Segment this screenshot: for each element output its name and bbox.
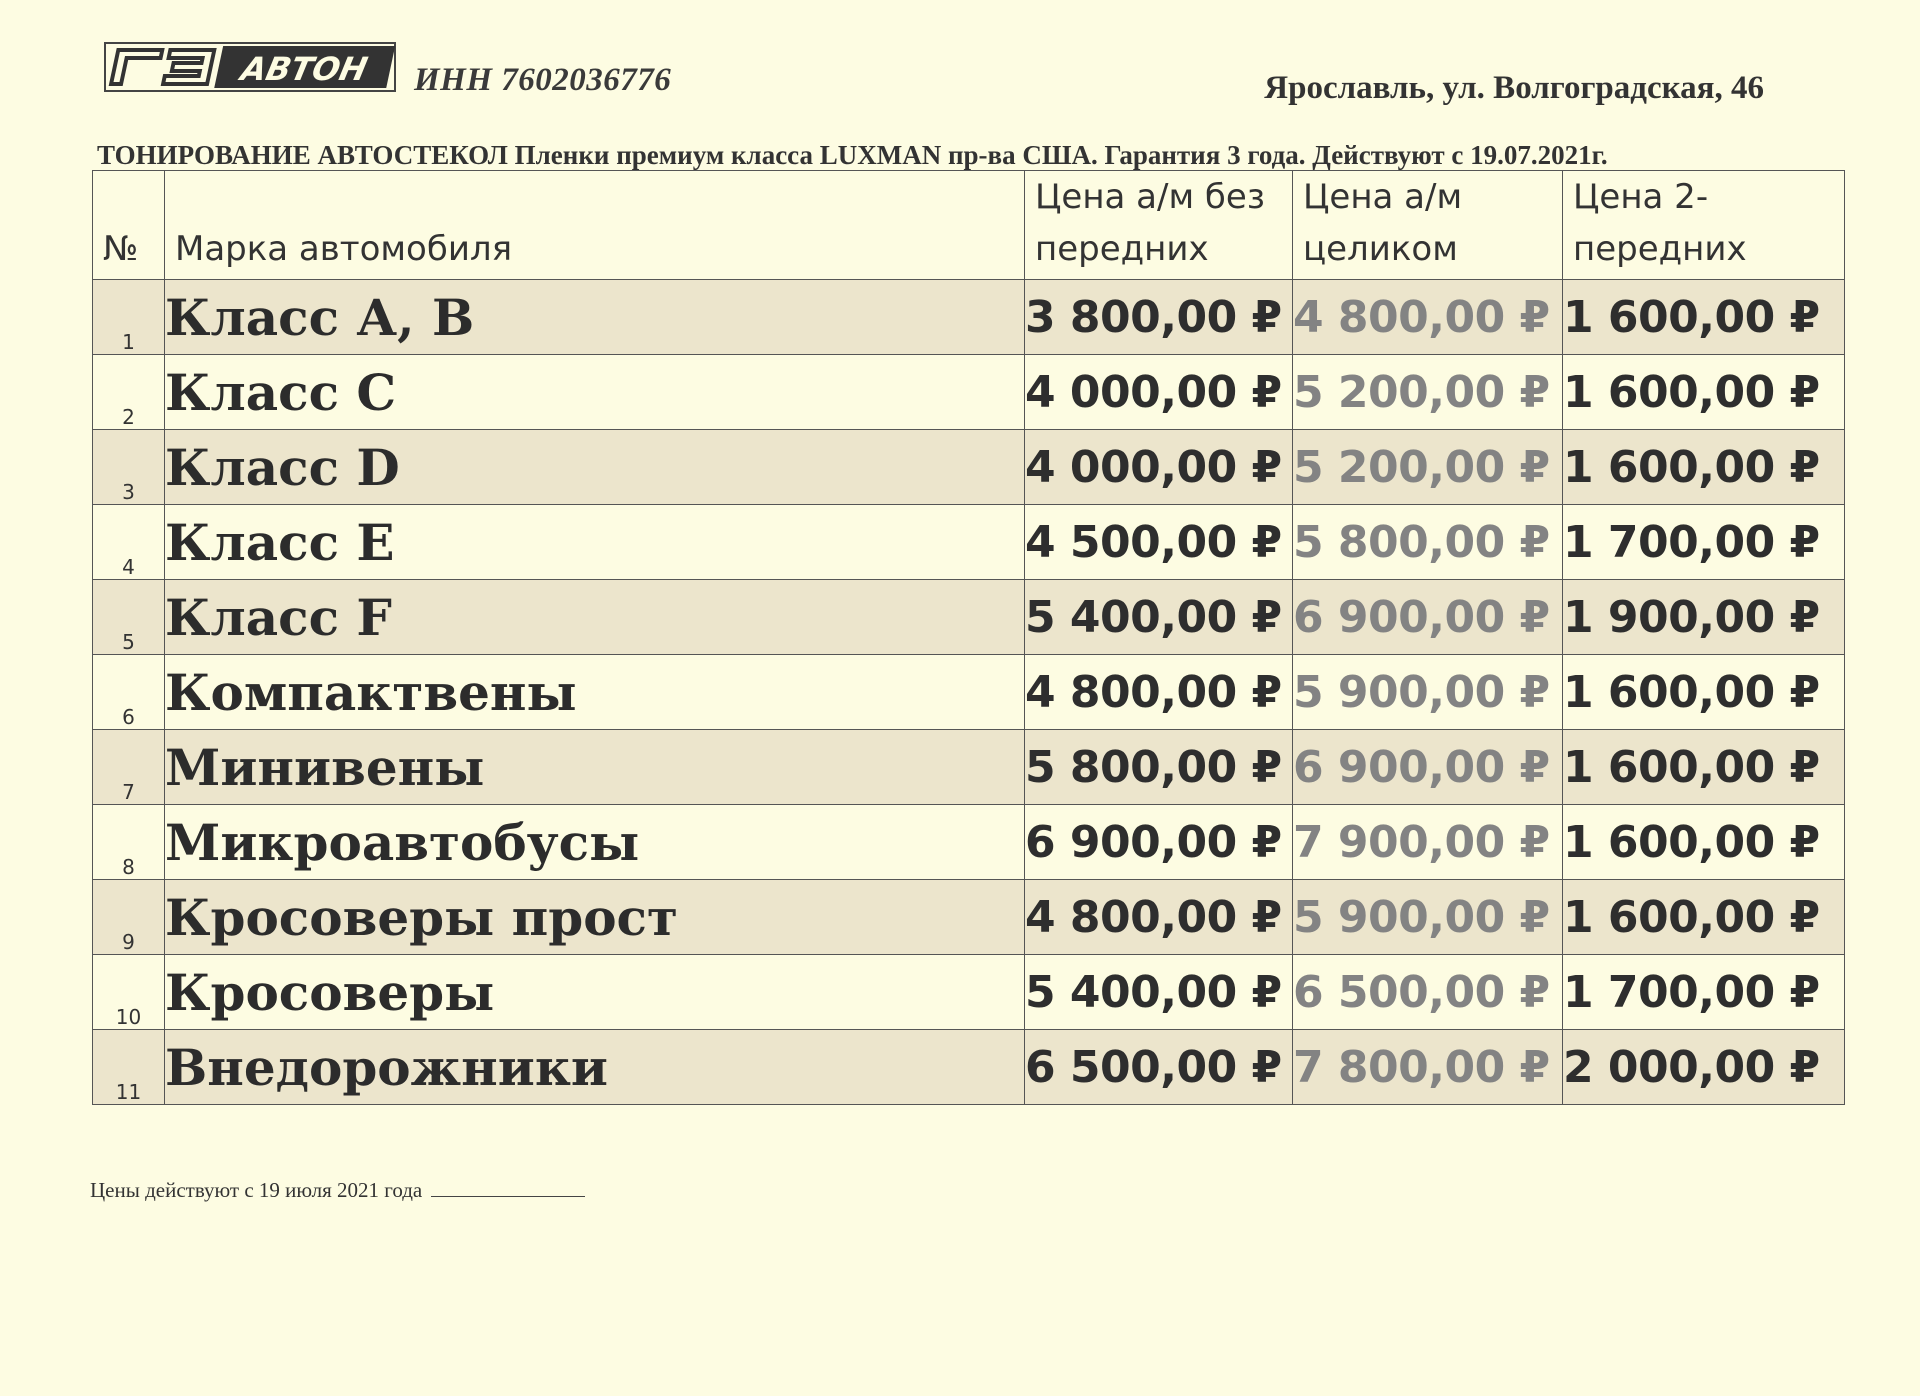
table-row: [93, 880, 1845, 955]
row-number: 9: [93, 880, 165, 955]
price-whole: 7 800,00 ₽: [1293, 1030, 1563, 1105]
row-number: 7: [93, 730, 165, 805]
row-number: 10: [93, 955, 165, 1030]
price-two-front: 1 600,00 ₽: [1563, 805, 1845, 880]
vehicle-class: Минивены: [165, 730, 1025, 805]
row-number: 5: [93, 580, 165, 655]
table-row: [93, 355, 1845, 430]
price-no-front: 5 400,00 ₽: [1025, 955, 1293, 1030]
price-two-front: 1 600,00 ₽: [1563, 355, 1845, 430]
company-logo: [104, 42, 396, 92]
price-no-front: 5 400,00 ₽: [1025, 580, 1293, 655]
price-no-front: 4 000,00 ₽: [1025, 430, 1293, 505]
price-two-front: 1 600,00 ₽: [1563, 880, 1845, 955]
row-number: 2: [93, 355, 165, 430]
table-row: [93, 730, 1845, 805]
row-number: 4: [93, 505, 165, 580]
row-number: 6: [93, 655, 165, 730]
header-number: №: [93, 171, 165, 280]
price-whole: 6 900,00 ₽: [1293, 730, 1563, 805]
table-row: [93, 1030, 1845, 1105]
row-number: 1: [93, 280, 165, 355]
vehicle-class: Класс Е: [165, 505, 1025, 580]
price-whole: 5 900,00 ₽: [1293, 880, 1563, 955]
row-number: 11: [93, 1030, 165, 1105]
header-price-whole: Цена а/м целиком: [1293, 171, 1563, 280]
price-two-front: 1 700,00 ₽: [1563, 505, 1845, 580]
price-whole: 5 200,00 ₽: [1293, 430, 1563, 505]
row-number: 8: [93, 805, 165, 880]
vehicle-class: Класс D: [165, 430, 1025, 505]
vehicle-class: Компактвены: [165, 655, 1025, 730]
footer-note: [90, 1178, 585, 1203]
price-no-front: 6 500,00 ₽: [1025, 1030, 1293, 1105]
price-two-front: 1 900,00 ₽: [1563, 580, 1845, 655]
price-no-front: 3 800,00 ₽: [1025, 280, 1293, 355]
inn-number: ИНН 7602036776: [414, 62, 672, 98]
table-row: [93, 280, 1845, 355]
price-two-front: 1 600,00 ₽: [1563, 655, 1845, 730]
vehicle-class: Внедорожники: [165, 1030, 1025, 1105]
price-two-front: 1 600,00 ₽: [1563, 730, 1845, 805]
price-whole: 5 800,00 ₽: [1293, 505, 1563, 580]
table-row: [93, 805, 1845, 880]
header-brand: Марка автомобиля: [165, 171, 1025, 280]
price-two-front: 1 700,00 ₽: [1563, 955, 1845, 1030]
price-whole: 5 900,00 ₽: [1293, 655, 1563, 730]
price-no-front: 4 800,00 ₽: [1025, 880, 1293, 955]
price-no-front: 4 500,00 ₽: [1025, 505, 1293, 580]
price-two-front: 1 600,00 ₽: [1563, 430, 1845, 505]
vehicle-class: Микроавтобусы: [165, 805, 1025, 880]
table-row: [93, 955, 1845, 1030]
signature-line: [431, 1180, 585, 1197]
price-whole: 5 200,00 ₽: [1293, 355, 1563, 430]
header-price-no-front: Цена а/м без передних: [1025, 171, 1293, 280]
price-no-front: 6 900,00 ₽: [1025, 805, 1293, 880]
price-whole: 7 900,00 ₽: [1293, 805, 1563, 880]
table-header-row: [93, 171, 1845, 280]
vehicle-class: Кросоверы прост: [165, 880, 1025, 955]
price-no-front: 5 800,00 ₽: [1025, 730, 1293, 805]
price-whole: 6 900,00 ₽: [1293, 580, 1563, 655]
price-no-front: 4 000,00 ₽: [1025, 355, 1293, 430]
price-whole: 4 800,00 ₽: [1293, 280, 1563, 355]
svg-text:АВТОН: АВТОН: [237, 50, 371, 88]
price-two-front: 1 600,00 ₽: [1563, 280, 1845, 355]
page-header: [0, 0, 1920, 170]
table-row: [93, 430, 1845, 505]
table-row: [93, 505, 1845, 580]
vehicle-class: Класс F: [165, 580, 1025, 655]
vehicle-class: Класс А, В: [165, 280, 1025, 355]
row-number: 3: [93, 430, 165, 505]
price-two-front: 2 000,00 ₽: [1563, 1030, 1845, 1105]
table-row: [93, 580, 1845, 655]
vehicle-class: Класс С: [165, 355, 1025, 430]
company-address: Ярославль, ул. Волгоградская, 46: [1264, 70, 1764, 106]
price-no-front: 4 800,00 ₽: [1025, 655, 1293, 730]
price-table: [92, 170, 1845, 1105]
document-subtitle: ТОНИРОВАНИЕ АВТОСТЕКОЛ Пленки премиум класса LUXMAN пр-ва США. Гарантия 3 года. Действуют с 19.07.2021г.: [97, 140, 1608, 170]
footer-note-text: Цены действуют с 19 июля 2021 года: [90, 1178, 423, 1202]
table-row: [93, 655, 1845, 730]
vehicle-class: Кросоверы: [165, 955, 1025, 1030]
header-price-two-front: Цена 2-передних: [1563, 171, 1845, 280]
price-whole: 6 500,00 ₽: [1293, 955, 1563, 1030]
